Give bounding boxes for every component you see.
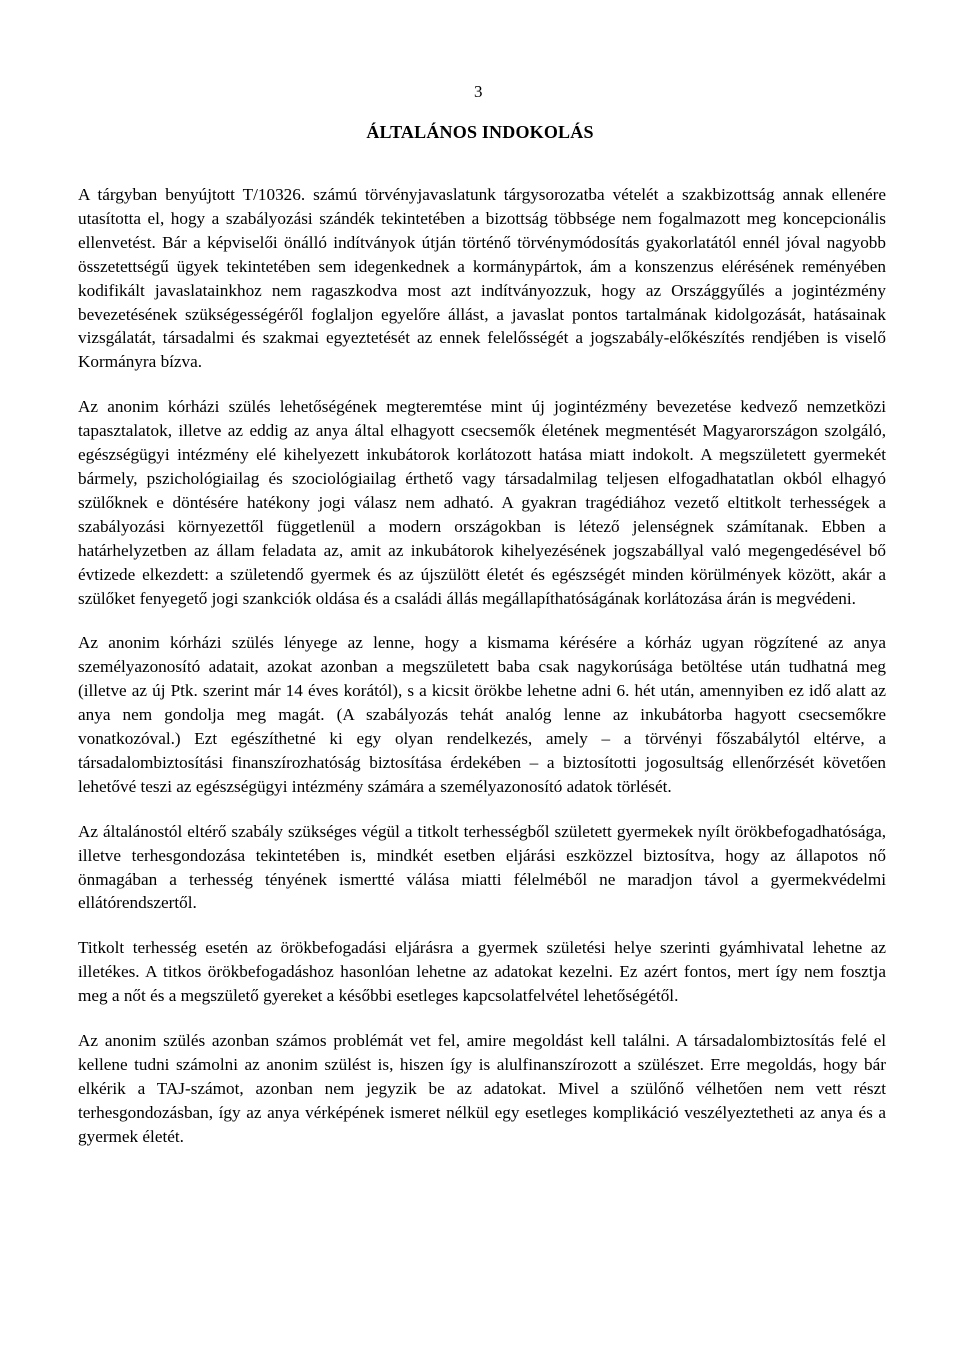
paragraph: A tárgyban benyújtott T/10326. számú törvényjavaslatunk tárgysorozatba vételét a szakbizottság annak ellenére utasította el, hogy a szabályozási szándék tekintetében a bizottság többsége nem fogalmazott meg koncepcionális ellenvetést. Bár a képviselői önálló indítványok útján történő törvénymódosítás gyakorlatától ennél jóval nagyobb összetettségű ügyek tekintetében sem idegenkednek a kormánypártok, ám a konszenzus elérésének reményében kodifikált javaslatainkhoz nem ragaszkodva most azt indítványozzuk, hogy az Országgyűlés a jogintézmény bevezetésének szükségességéről foglaljon egyelőre állást, a javaslat pontos tartalmának kidolgozását, hatásainak vizsgálatát, társadalmi és szakmai egyeztetését az ennek felelősségét a jogszabály-előkészítés rendjében is viselő Kormányra bízva. <box>78 185 886 372</box>
paragraph: Az anonim kórházi szülés lehetőségének megteremtése mint új jogintézmény bevezetése kedvező nemzetközi tapasztalatok, illetve az eddig az anya által elhagyott csecsemők életének megmentését Magyarországon szolgáló, egészségügyi intézmény elé kihelyezett inkubátorok korlátozott hatása miatt indokolt. A megszületett gyermekét bármely, pszichológiailag és szociológiailag érthető vagy társadalmilag teljesen elfogadhatatlan okból elhagyó szülőknek e döntésére hatékony jogi válasz nem adható. A gyakran tragédiához vezető eltitkolt terhességek a szabályozási környezettől függetlenül a modern országokban is létező jelenségnek számítanak. Ebben a határhelyzetben az állam feladata az, amit az inkubátorok kihelyezésének jogszabállyal való megengedésével bő évtizede elkezdett: a születendő gyermek és az újszülött életét és egészségét minden körülmények között, akár a szülőket fenyegető jogi szankciók oldása és a családi állás megállapíthatóságának korlátozása árán is megvédeni. <box>78 397 886 608</box>
page-title: ÁLTALÁNOS INDOKOLÁS <box>366 122 594 142</box>
paragraph: Az anonim kórházi szülés lényege az lenne, hogy a kismama kérésére a kórház ugyan rögzítené az anya személyazonosító adatait, azokat azonban a megszületett baba csak nagykorúsága betöltése után tudhatná meg (illetve az új Ptk. szerint már 14 éves korától), s a kicsit örökbe lehetne adni 6. hét után, amennyiben ez idő alatt az anya nem gondolja meg magát. (A szabályozás tehát analóg lenne az inkubátorba hagyott csecsemőkre vonatkozóval.) Ezt egészíthetné ki egy olyan rendelkezés, amely – a törvényi főszabálytól eltérve, a társadalombiztosítási finanszírozhatóság biztosítása érdekében – a biztosítotti jogosultság ellenőrzését követően lehetővé teszi az egészségügyi intézmény számára a személyazonosító adatok törlését. <box>78 633 886 796</box>
document-body <box>78 183 886 1170</box>
page-number: 3 <box>474 82 483 101</box>
paragraph: Titkolt terhesség esetén az örökbefogadási eljárásra a gyermek születési helye szerinti gyámhivatal lehetne az illetékes. A titkos örökbefogadáshoz hasonlóan lehetne az adatokat kezelni. Ez azért fontos, mert így nem fosztja meg a nőt és a megszülető gyereket a későbbi esetleges kapcsolatfelvétel lehetőségétől. <box>78 938 886 1006</box>
paragraph: Az általánostól eltérő szabály szükséges végül a titkolt terhességből született gyermekek nyílt örökbefogadhatósága, illetve terhesgondozása tekintetében is, mindkét esetben eljárási eszközzel biztosítva, hogy az állapotos nő önmagában a terhesség tényének ismertté válása miatti félelméből ne maradjon távol a gyermekvédelmi ellátórendszertől. <box>78 821 886 913</box>
paragraph: Az anonim szülés azonban számos problémát vet fel, amire megoldást kell találni. A társadalombiztosítás felé el kellene tudni számolni az anonim szülést is, hiszen így is alulfinanszírozott a szülészet. Erre megoldás, hogy bár elkérik a TAJ-számot, azonban nem jegyzik be az adatokat. Mivel a szülőnő vélhetően nem vett részt terhesgondozásban, így az anya vérképének ismeret nélkül egy esetleges komplikáció veszélyeztetheti az anya és a gyermek életét. <box>78 1031 886 1146</box>
